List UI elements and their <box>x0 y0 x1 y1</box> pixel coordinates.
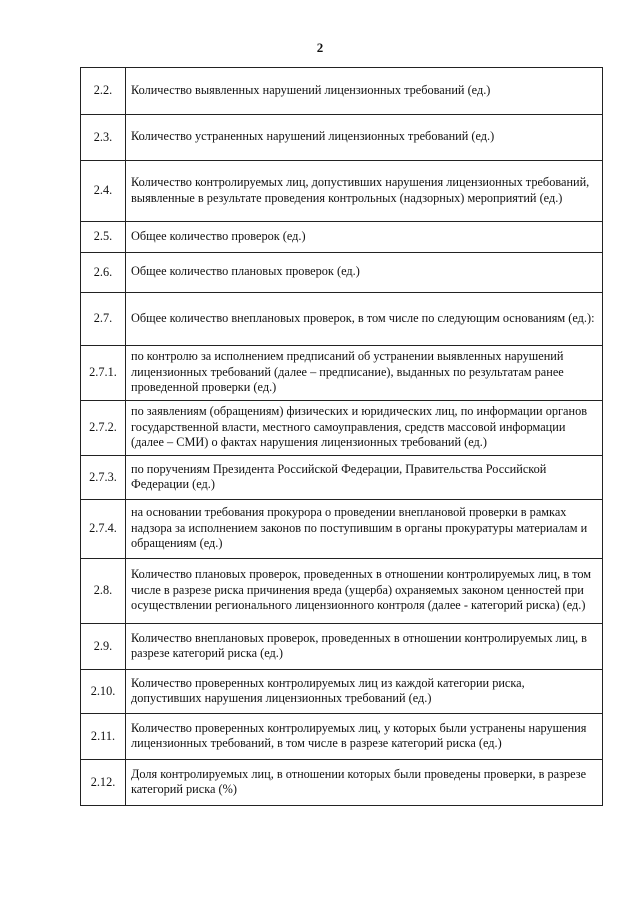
page-number: 2 <box>316 40 324 55</box>
row-text: Количество выявленных нарушений лицензионных требований (ед.) <box>126 68 603 115</box>
indicators-table <box>80 67 603 806</box>
row-number: 2.8. <box>81 559 126 624</box>
row-text: Количество проверенных контролируемых лиц, у которых были устранены нарушения лицензионных требований, в том числе в разрезе категорий риска (ед.) <box>126 714 603 760</box>
table-row <box>81 456 603 500</box>
row-text: на основании требования прокурора о проведении внеплановой проверки в рамках надзора за исполнением законов по поступившим в органы прокуратуры материалам и обращениям (ед.) <box>126 500 603 559</box>
row-text: Количество проверенных контролируемых лиц из каждой категории риска, допустивших нарушения лицензионных требований (ед.) <box>126 670 603 714</box>
row-text: по контролю за исполнением предписаний об устранении выявленных нарушений лицензионных требований (далее – предписание), выданных по результатам ранее проведенной проверки (ед.) <box>126 346 603 401</box>
row-number: 2.6. <box>81 253 126 293</box>
row-number: 2.7.3. <box>81 456 126 500</box>
row-number: 2.2. <box>81 68 126 115</box>
table-row <box>81 401 603 456</box>
table-row <box>81 253 603 293</box>
row-text: Количество внеплановых проверок, проведенных в отношении контролируемых лиц, в разрезе категорий риска (ед.) <box>126 624 603 670</box>
row-number: 2.7.1. <box>81 346 126 401</box>
table-row <box>81 760 603 806</box>
row-text: Количество устраненных нарушений лицензионных требований (ед.) <box>126 115 603 161</box>
row-text: Общее количество внеплановых проверок, в том числе по следующим основаниям (ед.): <box>126 293 603 346</box>
table-row <box>81 222 603 253</box>
table-row <box>81 68 603 115</box>
row-number: 2.12. <box>81 760 126 806</box>
row-text: Доля контролируемых лиц, в отношении которых были проведены проверки, в разрезе категорий риска (%) <box>126 760 603 806</box>
row-text: Количество плановых проверок, проведенных в отношении контролируемых лиц, в том числе в разрезе риска причинения вреда (ущерба) охраняемых законом ценностей при осуществлении регионального лицензионного контроля (далее - категорий риска) (ед.) <box>126 559 603 624</box>
row-number: 2.4. <box>81 161 126 222</box>
table-row <box>81 559 603 624</box>
table-row <box>81 293 603 346</box>
row-number: 2.7.2. <box>81 401 126 456</box>
table-row <box>81 346 603 401</box>
table-row <box>81 714 603 760</box>
row-text: Общее количество плановых проверок (ед.) <box>126 253 603 293</box>
row-number: 2.9. <box>81 624 126 670</box>
row-text: Количество контролируемых лиц, допустивших нарушения лицензионных требований, выявленные в результате проведения контрольных (надзорных) мероприятий (ед.) <box>126 161 603 222</box>
table-row <box>81 500 603 559</box>
table-row <box>81 161 603 222</box>
row-text: по заявлениям (обращениям) физических и юридических лиц, по информации органов государственной власти, местного самоуправления, средств массовой информации (далее – СМИ) о фактах нарушения лицензионных требований (ед.) <box>126 401 603 456</box>
row-number: 2.11. <box>81 714 126 760</box>
table-row <box>81 624 603 670</box>
row-number: 2.7. <box>81 293 126 346</box>
row-number: 2.3. <box>81 115 126 161</box>
row-number: 2.10. <box>81 670 126 714</box>
row-number: 2.7.4. <box>81 500 126 559</box>
row-text: по поручениям Президента Российской Федерации, Правительства Российской Федерации (ед.) <box>126 456 603 500</box>
table-row <box>81 670 603 714</box>
row-number: 2.5. <box>81 222 126 253</box>
row-text: Общее количество проверок (ед.) <box>126 222 603 253</box>
table-row <box>81 115 603 161</box>
